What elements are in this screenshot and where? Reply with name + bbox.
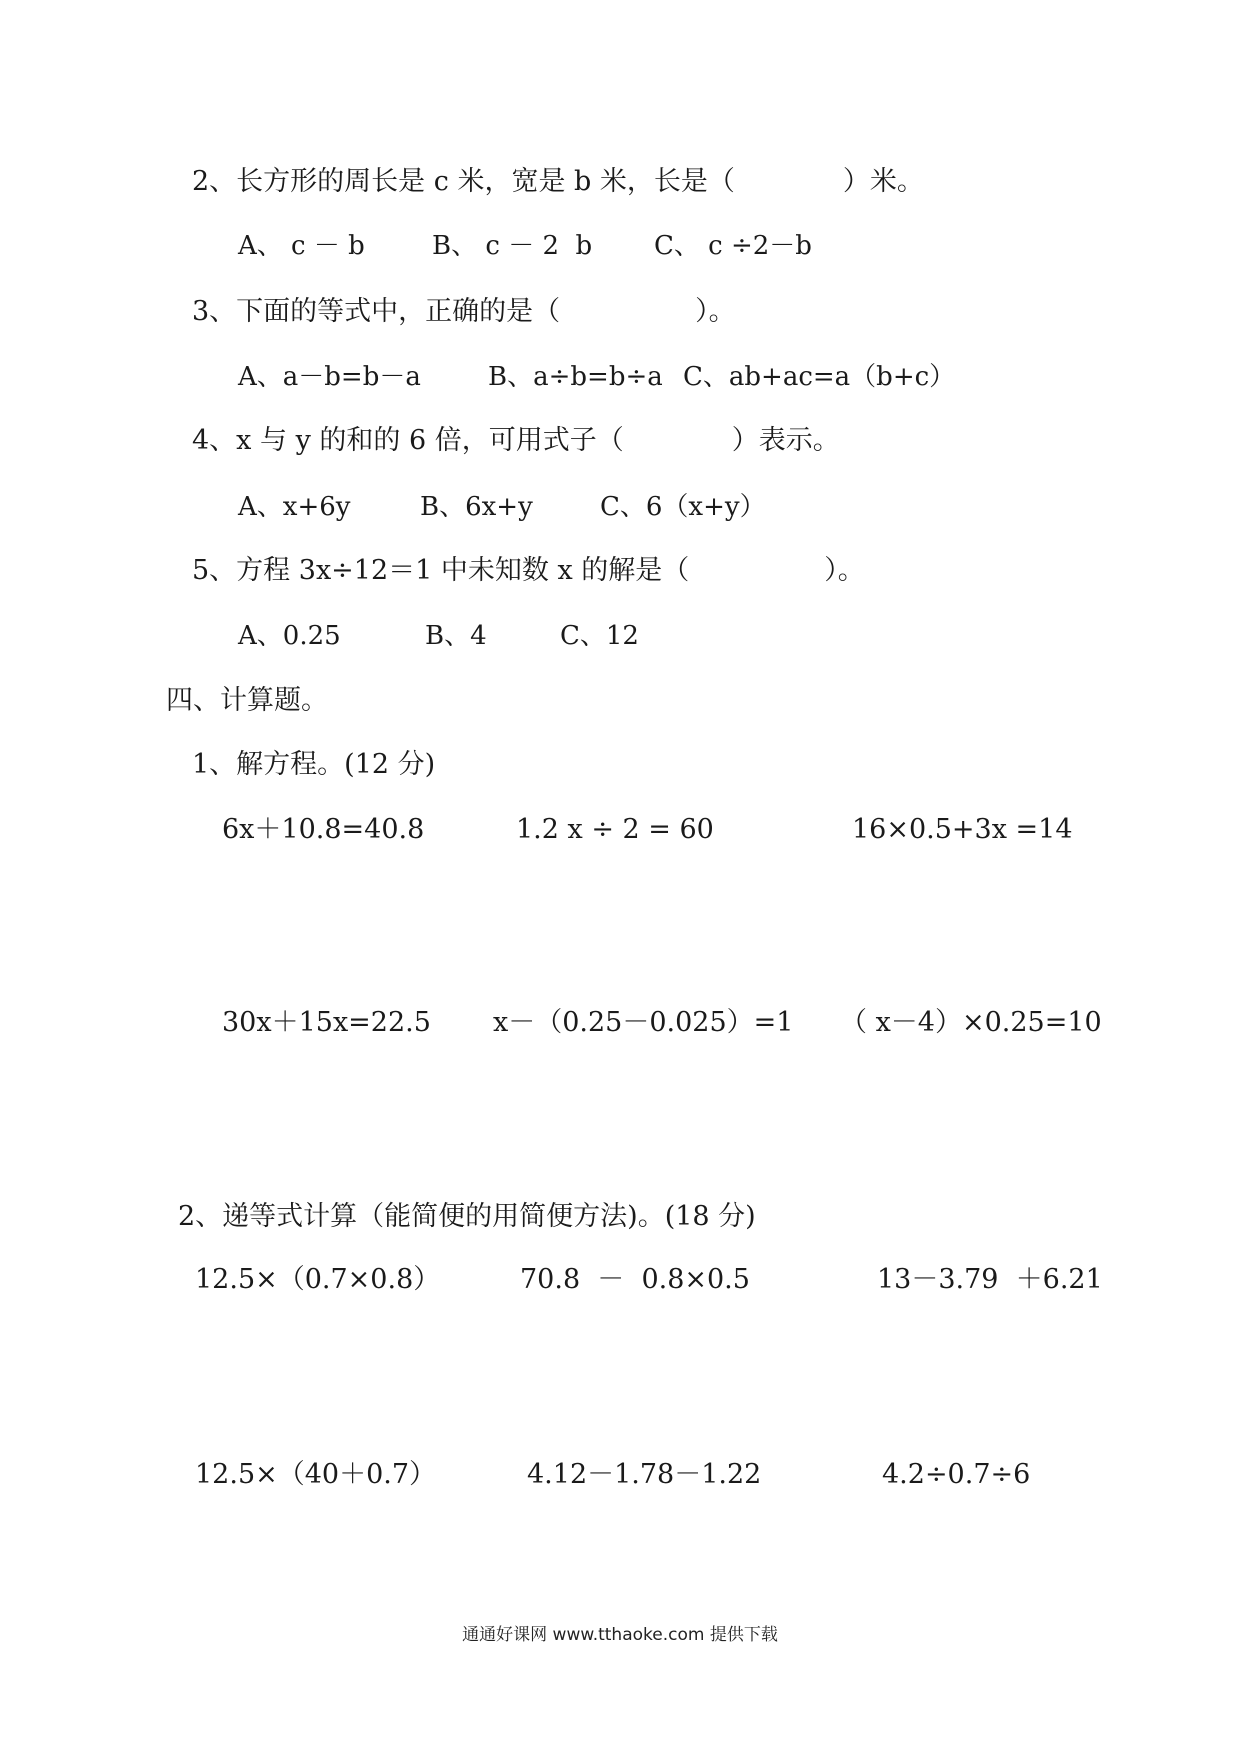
question-4-option-a: A、x+6y <box>238 492 351 522</box>
equation-5: x－（0.25－0.025）=1 <box>493 1007 794 1038</box>
question-3-option-b: B、a÷b=b÷a <box>488 362 663 392</box>
part-1-title: 1、解方程。(12 分) <box>192 749 436 780</box>
calc-2: 70.8 － 0.8×0.5 <box>520 1264 750 1295</box>
question-5-option-b: B、4 <box>425 621 487 651</box>
question-3-option-c: C、ab+ac=a（b+c） <box>683 362 956 392</box>
question-4-option-b: B、6x+y <box>420 492 533 522</box>
question-2-stem: 2、长方形的周长是 c 米，宽是 b 米，长是（ ）米。 <box>192 166 924 197</box>
equation-3: 16×0.5+3x =14 <box>852 814 1073 845</box>
calc-4: 12.5×（40＋0.7） <box>195 1459 437 1490</box>
question-3-option-a: A、a－b=b－a <box>238 362 421 392</box>
question-2-option-a: A、 c － b <box>238 231 365 261</box>
equation-2: 1.2 x ÷ 2 = 60 <box>516 814 714 845</box>
question-4-stem: 4、x 与 y 的和的 6 倍，可用式子（ ）表示。 <box>192 425 840 456</box>
question-3-stem: 3、下面的等式中，正确的是（ ）。 <box>192 296 736 327</box>
part-2-title: 2、递等式计算（能简便的用简便方法)。(18 分) <box>178 1201 756 1232</box>
calc-5: 4.12－1.78－1.22 <box>527 1459 762 1490</box>
question-4-option-c: C、6（x+y） <box>600 492 766 522</box>
footer-source: 通通好课网 www.tthaoke.com 提供下载 <box>462 1625 778 1645</box>
calc-6: 4.2÷0.7÷6 <box>882 1459 1031 1490</box>
equation-4: 30x＋15x=22.5 <box>222 1007 431 1038</box>
calc-1: 12.5×（0.7×0.8） <box>195 1264 441 1295</box>
question-5-option-a: A、0.25 <box>238 621 341 651</box>
question-2-option-b: B、 c － 2 b <box>432 231 593 261</box>
question-2-option-c: C、 c ÷2－b <box>654 231 812 261</box>
section-4-title: 四、计算题。 <box>166 685 328 716</box>
calc-3: 13－3.79 ＋6.21 <box>877 1264 1103 1295</box>
question-5-stem: 5、方程 3x÷12＝1 中未知数 x 的解是（ ）。 <box>192 555 865 586</box>
equation-1: 6x＋10.8=40.8 <box>222 814 425 845</box>
equation-6: （ x－4）×0.25=10 <box>840 1007 1102 1038</box>
question-5-option-c: C、12 <box>560 621 639 651</box>
